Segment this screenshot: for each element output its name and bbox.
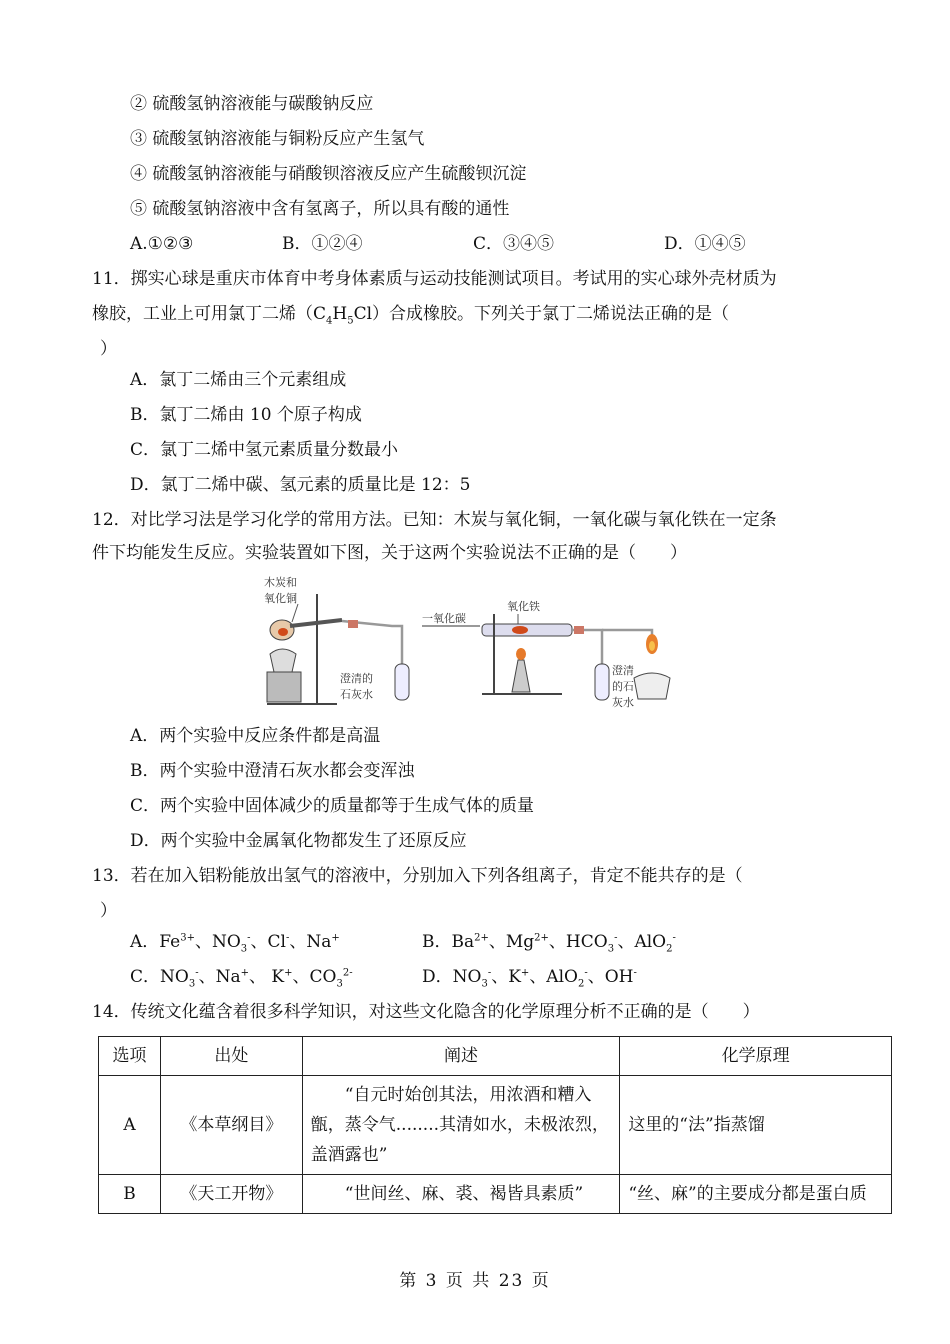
page-footer: 第 3 页 共 23 页 xyxy=(399,1271,551,1291)
heated-oxide xyxy=(512,626,528,634)
q10-item-4: ④ 硫酸氢钠溶液能与硝酸钡溶液反应产生硫酸钡沉淀 xyxy=(130,164,527,184)
q10-option-a: A.①②③ xyxy=(130,234,194,254)
q10-item-2: ② 硫酸氢钠溶液能与碳酸钠反应 xyxy=(130,94,374,114)
row-a-source: 《本草纲目》 xyxy=(160,1076,302,1175)
q13-option-b: B．$Ba^{2+}$、$Mg^{2+}$、$HCO_3^-$、AlO$_2$- xyxy=(422,932,676,955)
q13-option-a: A．$Fe^{3+}$、$NO_3^-$、Cl-、Na+ xyxy=(130,932,340,955)
q11-option-b: B．氯丁二烯由 10 个原子构成 xyxy=(130,405,362,425)
table-header-row xyxy=(99,1037,892,1076)
row-b-text: “世间丝、麻、裘、褐皆具素质” xyxy=(302,1175,620,1214)
label-co: 一氧化碳 xyxy=(422,613,466,625)
q10-option-c: C．③④⑤ xyxy=(473,234,555,254)
alcohol-lamp-left xyxy=(270,649,296,672)
q13-stem-line1: 13．若在加入铝粉能放出氢气的溶液中，分别加入下列各组离子，肯定不能共存的是（ xyxy=(92,866,743,886)
q13-stem-line2: ） xyxy=(100,901,117,921)
q13-option-d: D．$NO_3^-$、K+、AlO$_2$-、OH- xyxy=(422,967,637,990)
label-charcoal-1: 木炭和 xyxy=(264,577,297,589)
q11-stem-line2: 橡胶，工业上可用氯丁二烯$(C_4H_5Cl)$合成橡胶。下列关于氯丁二烯说法正确的是（ xyxy=(92,304,730,327)
q12-option-a: A．两个实验中反应条件都是高温 xyxy=(130,726,381,746)
q11-stem-line1: 11．掷实心球是重庆市体育中考身体素质与运动技能测试项目。考试用的实心球外壳材质为 xyxy=(92,269,777,289)
q14-table xyxy=(98,1036,892,1214)
rubber-tube-left xyxy=(348,620,358,628)
test-tube-left xyxy=(395,664,409,700)
label-charcoal-2: 氧化铜 xyxy=(264,593,297,605)
row-b-source: 《天工开物》 xyxy=(160,1175,302,1214)
q14-stem: 14．传统文化蕴含着很多科学知识，对这些文化隐含的化学原理分析不正确的是（ ） xyxy=(92,1002,760,1022)
row-a-option: A xyxy=(99,1076,161,1175)
brick-stand xyxy=(267,672,301,702)
q12-experiment-figure xyxy=(262,574,692,714)
row-a-text: “自元时始创其法，用浓酒和糟入甑，蒸令气........其清如水，未极浓烈，盖酒露也” xyxy=(302,1076,620,1175)
q12-stem-line2: 件下均能发生反应。实验装置如下图，关于这两个实验说法不正确的是（ ） xyxy=(92,543,687,563)
label-fe2o3: 氧化铁 xyxy=(507,601,540,613)
q10-option-d: D．①④⑤ xyxy=(664,234,746,254)
header-option: 选项 xyxy=(99,1037,161,1076)
q11-option-c: C．氯丁二烯中氢元素质量分数最小 xyxy=(130,440,399,460)
q10-option-b: B．①②④ xyxy=(282,234,363,254)
q13-option-c: C．$NO_3^-$、Na+、 K+、$CO_3^{2-}$ xyxy=(130,967,353,990)
header-text: 阐述 xyxy=(302,1037,620,1076)
test-tube-right xyxy=(595,664,609,700)
label-limewater-left-1: 澄清的 xyxy=(340,673,373,685)
header-source: 出处 xyxy=(160,1037,302,1076)
q10-item-5: ⑤ 硫酸氢钠溶液中含有氢离子，所以具有酸的通性 xyxy=(130,199,510,219)
q12-option-b: B．两个实验中澄清石灰水都会变浑浊 xyxy=(130,761,415,781)
q12-option-d: D．两个实验中金属氧化物都发生了还原反应 xyxy=(130,831,467,851)
q11-option-d: D．氯丁二烯中碳、氢元素的质量比是 12：5 xyxy=(130,475,471,495)
q12-option-c: C．两个实验中固体减少的质量都等于生成气体的质量 xyxy=(130,796,535,816)
label-limewater-right-3: 灰水 xyxy=(612,697,634,709)
burner xyxy=(512,660,530,692)
q12-stem-line1: 12．对比学习法是学习化学的常用方法。已知：木炭与氧化铜，一氧化碳与氧化铁在一定条 xyxy=(92,510,777,530)
alcohol-lamp-right xyxy=(634,673,670,699)
flame-right xyxy=(516,648,526,660)
table-row xyxy=(99,1076,892,1175)
table-row xyxy=(99,1175,892,1214)
q11-option-a: A．氯丁二烯由三个元素组成 xyxy=(130,370,347,390)
label-limewater-right-1: 澄清 xyxy=(612,665,634,677)
label-limewater-right-2: 的石 xyxy=(612,681,634,693)
header-principle: 化学原理 xyxy=(620,1037,892,1076)
q11-stem-line3: ） xyxy=(100,339,117,359)
q10-item-3: ③ 硫酸氢钠溶液能与铜粉反应产生氢气 xyxy=(130,129,425,149)
label-limewater-left-2: 石灰水 xyxy=(340,689,373,701)
row-b-principle: “丝、麻”的主要成分都是蛋白质 xyxy=(620,1175,892,1214)
flame-left xyxy=(278,628,288,636)
row-b-option: B xyxy=(99,1175,161,1214)
row-a-principle: 这里的“法”指蒸馏 xyxy=(620,1076,892,1175)
